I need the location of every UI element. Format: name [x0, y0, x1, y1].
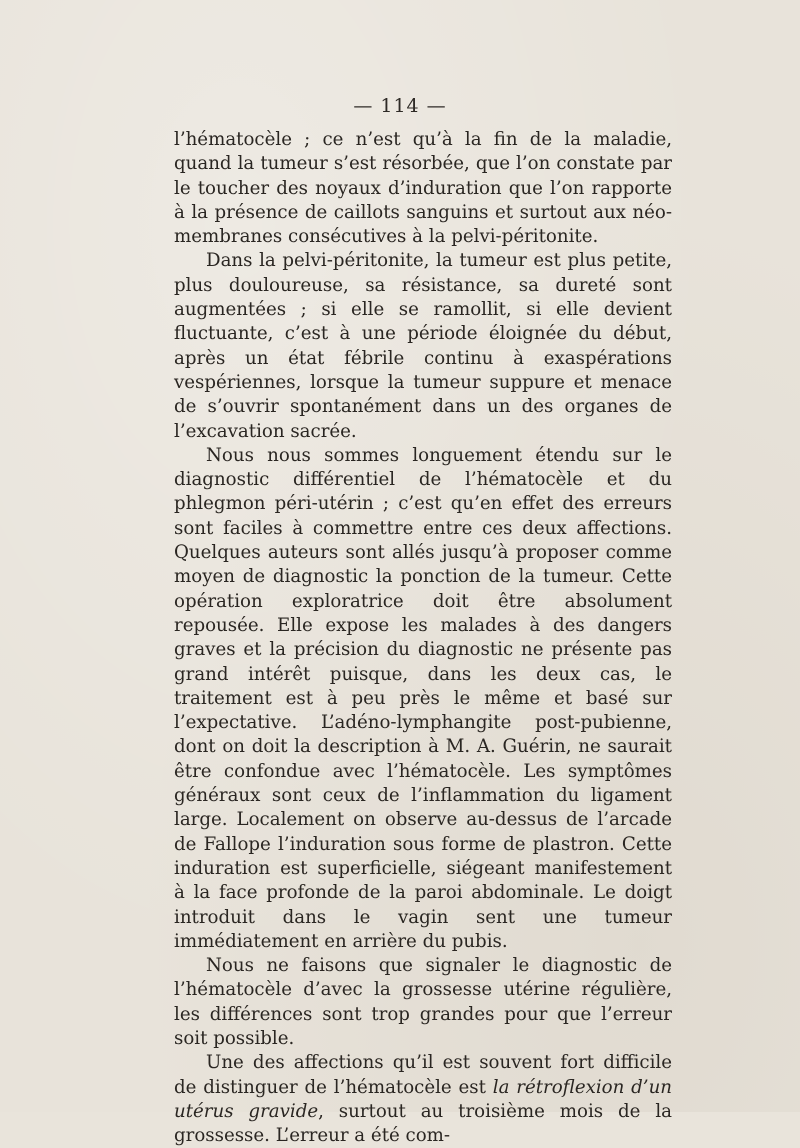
text-run: Une des affections qu’il est souvent fort difficile de distinguer de l’hématocèle est — [174, 1052, 672, 1098]
text-run: Dans la pelvi-péritonite, la tumeur est plus petite, plus douloureuse, sa résistance, sa dureté sont augmentées ; si elle se ramollit, si elle devient fluctuante, c’est à une période éloignée du début, après un état fébrile continu à exaspérations vespériennes, lorsque la tumeur suppure et menace de s’ouvrir spontanément dans un des organes de l’excavation sacrée. — [174, 250, 672, 442]
text-run: , surtout au troisième mois de la grossesse. L’erreur a été com- — [174, 1100, 672, 1147]
text-run: Nous nous sommes longuement étendu sur le diagnostic différentiel de l’hématocèle et du phlegmon péri-utérin ; c’est qu’en effet des erreurs sont faciles à commettre entre ces deux affections. Quelques auteurs sont allés jusqu’à proposer comme moyen de diagnostic la ponction de la tumeur. Cette opération exploratrice doit être absolument repousée. Elle expose les malades à des dangers graves et la précision du diagnostic ne présente pas grand intérêt puisque, dans les deux cas, le traitement est à peu près le même et basé sur l’expectative. L’adéno-lymphangite post-pubienne, dont on doit la description à M. A. Guérin, ne saurait être confondue avec l’hématocèle. Les symptômes généraux sont ceux de l’inflammation du ligament large. Localement on observe au-dessus de l’arcade de Fallope l’induration sous forme de plastron. Cette induration est superficielle, siégeant manifestement à la face profonde de la paroi abdominale. Le doigt introduit dans le vagin sent une tumeur immédiatement en arrière du pubis. — [174, 444, 672, 952]
italic-phrase: la rétroflexion d’un utérus gravide — [174, 1076, 672, 1122]
paragraph — [174, 444, 672, 954]
body-text — [174, 128, 672, 1148]
paragraph — [174, 954, 672, 1051]
text-run: Nous ne faisons que signaler le diagnostic de l’hématocèle d’avec la grossesse utérine régulière, les différences sont trop grandes pour que l’erreur soit possible. — [174, 955, 672, 1049]
paragraph — [174, 249, 672, 443]
paragraph — [174, 128, 672, 249]
page-number: — 114 — — [353, 95, 447, 117]
text-run: l’hématocèle ; ce n’est qu’à la fin de la maladie, quand la tumeur s’est résorbée, que l’on constate par le toucher des noyaux d’induration que l’on rapporte à la présence de caillots sanguins et surtout aux néo-membranes consécutives à la pelvi-péritonite. — [174, 129, 672, 248]
paragraph — [174, 1051, 672, 1148]
